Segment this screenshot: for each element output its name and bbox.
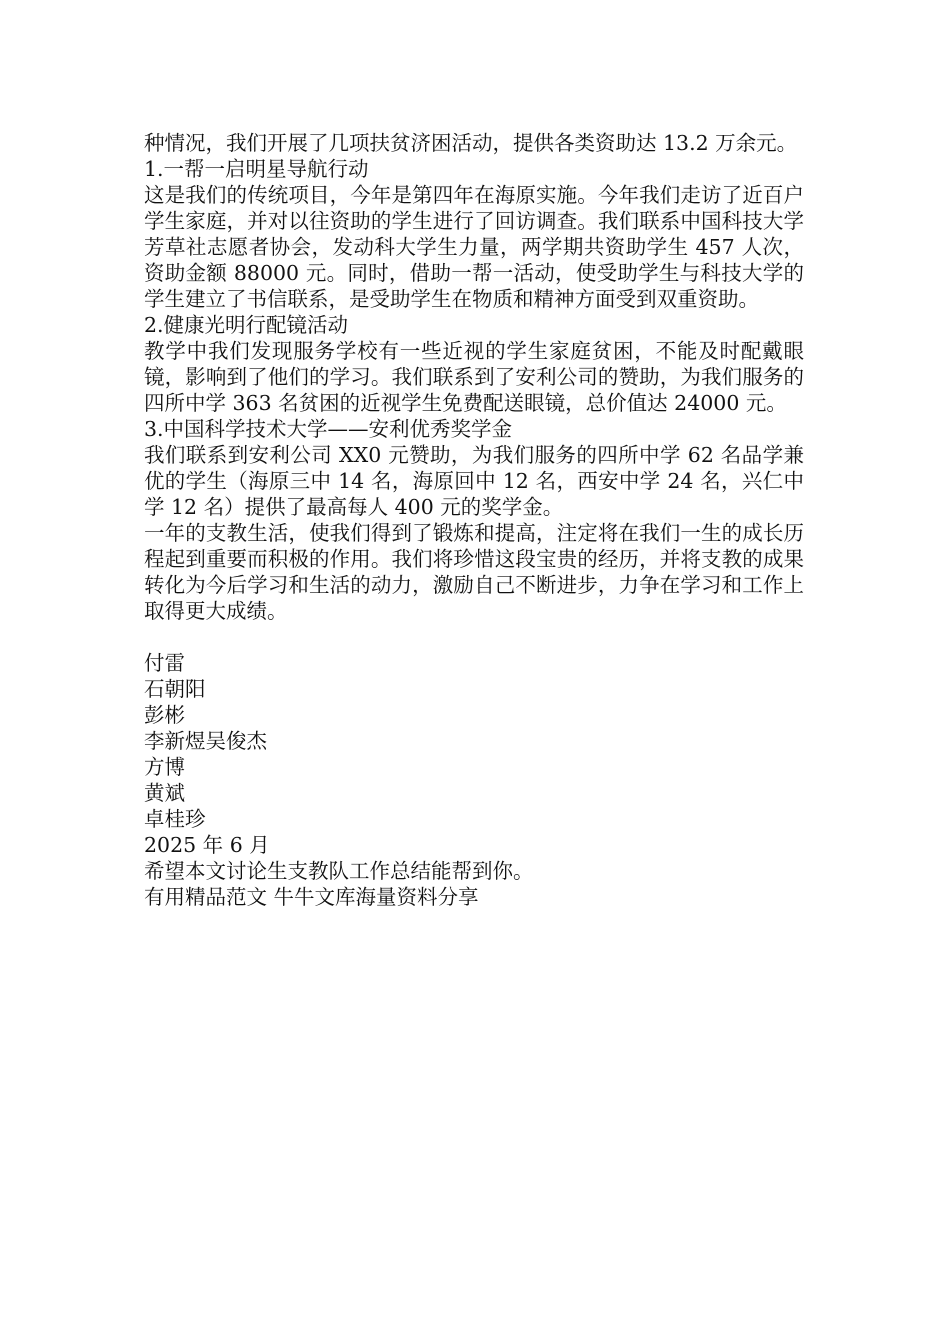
section-heading-2: 2.健康光明行配镜活动 (144, 313, 349, 337)
signature-name: 付雷 (144, 651, 185, 675)
document-body (144, 130, 804, 910)
paragraph-conclusion: 一年的支教生活，使我们得到了锻炼和提高，注定将在我们一生的成长历程起到重要而积极的作用。我们将珍惜这段宝贵的经历，并将支教的成果转化为今后学习和生活的动力，激励自己不断进步，力争在学习和工作上取得更大成绩。 (144, 521, 804, 623)
section-heading-1: 1.一帮一启明星导航行动 (144, 157, 369, 181)
signature-name: 石朝阳 (144, 677, 206, 701)
signature-name: 彭彬 (144, 703, 185, 727)
signature-name: 方博 (144, 755, 185, 779)
footer-text: 有用精品范文 牛牛文库海量资料分享 (144, 885, 479, 909)
signature-name: 卓桂珍 (144, 807, 206, 831)
paragraph-section-2: 教学中我们发现服务学校有一些近视的学生家庭贫困，不能及时配戴眼镜，影响到了他们的学习。我们联系到了安利公司的赞助，为我们服务的四所中学 363 名贫困的近视学生免费配送眼镜，总价值达 24000 元。 (144, 339, 804, 415)
signature-name: 黄斌 (144, 781, 185, 805)
signature-name: 李新煜吴俊杰 (144, 729, 267, 753)
paragraph-section-1: 这是我们的传统项目，今年是第四年在海原实施。今年我们走访了近百户学生家庭，并对以往资助的学生进行了回访调查。我们联系中国科技大学芳草社志愿者协会，发动科大学生力量，两学期共资助学生 457 人次，资助金额 88000 元。同时，借助一帮一活动，使受助学生与科技大学的学生建立了书信联系，是受助学生在物质和精神方面受到双重资助。 (144, 183, 804, 311)
blank-line (144, 624, 804, 650)
document-date: 2025 年 6 月 (144, 833, 270, 857)
paragraph-section-3: 我们联系到安利公司 XX0 元赞助，为我们服务的四所中学 62 名品学兼优的学生（海原三中 14 名，海原回中 12 名，西安中学 24 名，兴仁中学 12 名）提供了最高每人 400 元的奖学金。 (144, 443, 804, 519)
paragraph-intro: 种情况，我们开展了几项扶贫济困活动，提供各类资助达 13.2 万余元。 (144, 131, 798, 155)
closing-text: 希望本文讨论生支教队工作总结能帮到你。 (144, 859, 534, 883)
section-heading-3: 3.中国科学技术大学——安利优秀奖学金 (144, 417, 513, 441)
